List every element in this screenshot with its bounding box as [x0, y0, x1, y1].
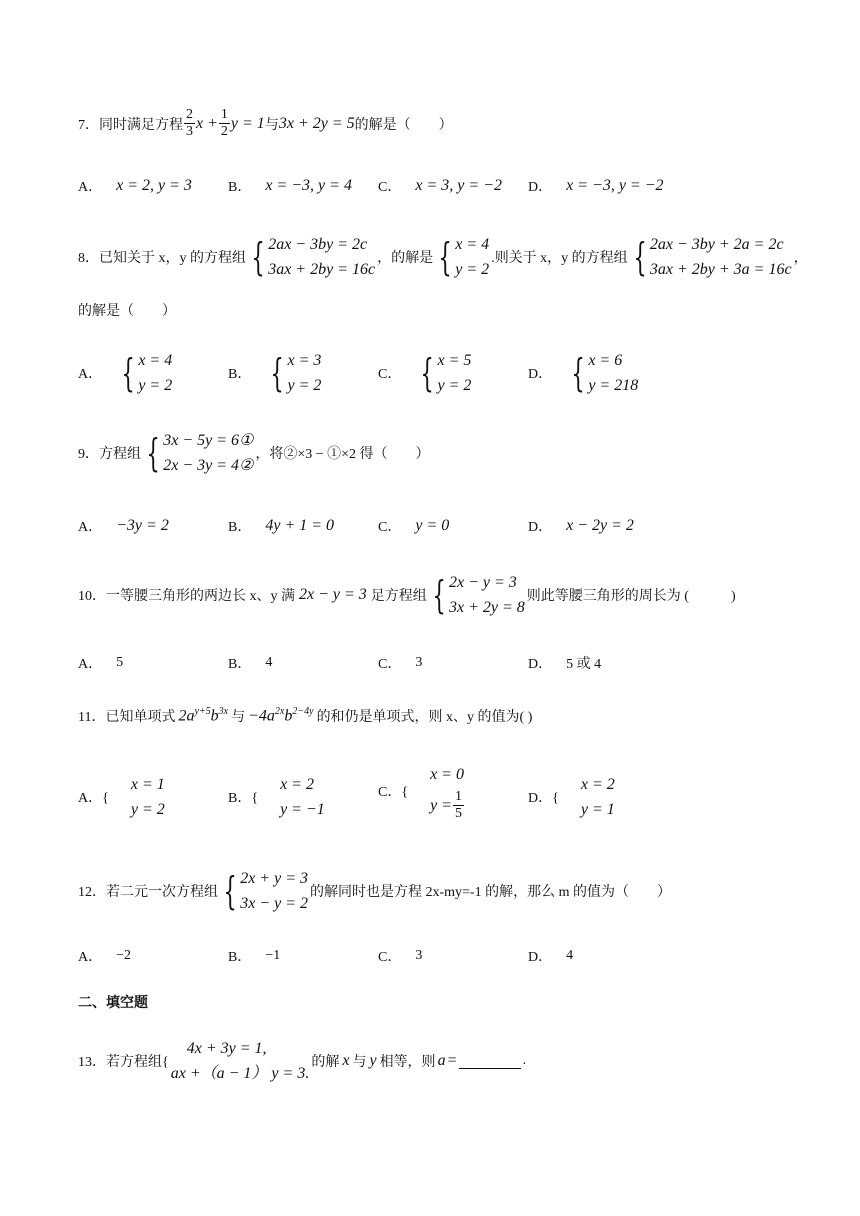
option-label: A．	[78, 180, 103, 195]
option-label: B．	[228, 950, 252, 965]
q8-option-a[interactable]: A． { x = 4 y = 2	[78, 348, 174, 398]
q7-option-b[interactable]	[228, 176, 352, 196]
solution-system: { x = 4 y = 2	[435, 232, 489, 282]
q8-option-d[interactable]: D． { x = 6 y = 218	[528, 348, 640, 398]
option-line: x = 3	[287, 352, 322, 369]
equation-system	[171, 1036, 310, 1086]
question-number: 8．	[78, 251, 99, 266]
option-label: B．	[228, 520, 252, 535]
option-label: D．	[528, 657, 553, 672]
question-13	[78, 1036, 526, 1086]
option-line: x = 2	[580, 776, 615, 793]
question-10	[78, 570, 736, 620]
equation: 3x − y = 2	[240, 895, 308, 912]
equation-part: y = 1	[230, 114, 265, 132]
option-label: A．	[78, 657, 103, 672]
question-text: .	[522, 1053, 527, 1068]
option-label: C．	[378, 180, 402, 195]
variable-x: x	[342, 1052, 350, 1069]
option-line: y = 2	[437, 377, 472, 394]
question-text: ，将②×3 − ①×2 得（ ）	[255, 447, 430, 462]
option-label: D．	[528, 180, 553, 195]
q7-option-d[interactable]	[528, 176, 664, 196]
option-text: 4y + 1 = 0	[265, 517, 335, 534]
equation-part: x +	[196, 114, 218, 132]
q11-option-d[interactable]	[528, 772, 615, 822]
q10-option-d[interactable]	[528, 653, 601, 673]
option-label: C．{	[378, 784, 409, 800]
question-number: 12．	[78, 885, 106, 900]
question-text: 的和仍是单项式，则 x、y 的值为( )	[316, 710, 533, 725]
option-text: −1	[265, 948, 281, 963]
equation: 2ax − 3by = 2c	[268, 236, 368, 253]
question-text: 相等，则	[379, 1055, 436, 1070]
variable-y: y	[369, 1052, 377, 1069]
option-text: −3y = 2	[116, 517, 169, 534]
option-label: C．	[378, 950, 402, 965]
equation: 2x + y = 3	[240, 870, 308, 887]
option-label: C．	[378, 367, 402, 382]
q11-option-c[interactable]	[378, 760, 465, 821]
equation: 3ax + 2by + 3a = 16c	[649, 261, 792, 278]
question-text: 与	[352, 1055, 367, 1070]
option-label: A．	[78, 950, 103, 965]
option-label: D．	[528, 950, 553, 965]
equation: 3x + 2y = 5	[278, 114, 355, 132]
fraction-2-3: $\frac{2}{3}$	[186, 107, 193, 139]
question-number: 10．	[78, 589, 106, 604]
question-text: 已知单项式	[105, 710, 176, 725]
equation-system: { 2x − y = 3 3x + 2y = 8	[429, 570, 525, 620]
option-line: x = 0	[430, 766, 464, 783]
option-label: B．	[228, 180, 252, 195]
q9-option-a[interactable]	[78, 516, 169, 536]
monomial-1: $2a^{y+5}b^{3x}$	[178, 706, 229, 725]
question-text: 同时满足方程	[99, 117, 183, 133]
option-label: B．	[228, 367, 252, 382]
option-line: y =	[430, 796, 452, 814]
option-text: x = −3, y = 4	[265, 177, 352, 194]
option-text: x = 2, y = 3	[116, 177, 192, 194]
q7-option-a[interactable]	[78, 176, 192, 196]
question-text: 的解是（ ）	[78, 304, 176, 319]
equation: 2x − 3y = 4②	[163, 457, 254, 474]
question-12	[78, 866, 671, 916]
option-text: 3	[415, 655, 423, 670]
question-text: 若方程组{	[106, 1055, 169, 1070]
answer-blank[interactable]	[459, 1054, 521, 1069]
option-label: B．	[228, 657, 252, 672]
option-line: x = 1	[130, 776, 165, 793]
q10-option-c[interactable]	[378, 653, 422, 673]
option-text: y = 0	[415, 517, 450, 534]
option-text: 4	[265, 655, 273, 670]
question-text: ，	[793, 251, 808, 266]
q8-option-c[interactable]: C． { x = 5 y = 2	[378, 348, 473, 398]
question-number: 11．	[78, 710, 106, 725]
q10-option-b[interactable]	[228, 653, 272, 673]
question-number: 7．	[78, 117, 99, 133]
option-line: x = 4	[138, 352, 173, 369]
equation-system: { 2ax − 3by + 2a = 2c 3ax + 2by + 3a = 16c	[630, 232, 792, 282]
option-line: y = 2	[138, 377, 173, 394]
equation-system: { 2x + y = 3 3x − y = 2	[220, 866, 308, 916]
equation-system: { 3x − 5y = 6① 2x − 3y = 4②	[143, 428, 253, 478]
option-label: B．{	[228, 791, 259, 806]
q9-option-d[interactable]	[528, 516, 634, 536]
question-text: .则关于 x，y 的方程组	[491, 251, 628, 266]
question-text: 方程组	[99, 447, 141, 462]
option-text: x = 3, y = −2	[415, 177, 502, 194]
q12-option-c[interactable]	[378, 946, 422, 966]
option-label: C．	[378, 657, 402, 672]
question-7	[78, 108, 453, 139]
option-line: x = 6	[588, 352, 623, 369]
q10-option-a[interactable]	[78, 653, 123, 673]
question-number: 13．	[78, 1055, 106, 1070]
option-label: D．{	[528, 791, 559, 806]
question-text: 与	[264, 117, 279, 133]
question-11	[78, 706, 532, 726]
option-label: A．	[78, 367, 103, 382]
section-heading: 二、填空题	[78, 994, 148, 1010]
option-label: D．	[528, 520, 553, 535]
equation: 2x − y = 3	[299, 586, 367, 603]
q12-option-d[interactable]	[528, 946, 573, 966]
option-text: x = −3, y = −2	[566, 177, 664, 194]
monomial-2: $-4a^{2x}b^{2-4y}$	[248, 706, 314, 725]
question-text: 的解同时也是方程 2x-my=-1 的解，那么 m 的值为（ ）	[309, 885, 671, 900]
equation: 2ax − 3by + 2a = 2c	[649, 236, 784, 253]
fraction-1-2: $\frac{1}{2}$	[220, 107, 228, 139]
question-text: 若二元一次方程组	[106, 885, 218, 900]
equation: 3ax + 2by = 16c	[268, 261, 376, 278]
question-text: 与	[231, 710, 246, 725]
option-label: C．	[378, 520, 402, 535]
option-label: D．	[528, 367, 553, 382]
q9-option-b[interactable]	[228, 516, 334, 536]
option-label: A．{	[78, 791, 109, 806]
question-number: 9．	[78, 447, 99, 462]
option-line: y = 1	[580, 801, 615, 818]
question-8	[78, 232, 808, 282]
question-text: 的解	[311, 1055, 340, 1070]
question-text: 则此等腰三角形的周长为 ( )	[526, 589, 736, 604]
q9-option-c[interactable]	[378, 516, 449, 536]
question-text: 一等腰三角形的两边长 x、y 满	[106, 589, 295, 604]
equals-sign: =	[447, 1052, 457, 1069]
option-line: x = 2	[280, 776, 314, 793]
option-line: y = −1	[280, 801, 325, 818]
option-line: y = 218	[588, 377, 639, 394]
equation: 4x + 3y = 1,	[186, 1040, 267, 1057]
equation: 3x − 5y = 6①	[163, 432, 254, 449]
q8-option-b[interactable]: B． { x = 3 y = 2	[228, 348, 323, 398]
option-text: x − 2y = 2	[566, 517, 634, 534]
option-text: 3	[415, 948, 423, 963]
option-text: 4	[566, 948, 574, 963]
equation: ax +（a − 1） y = 3.	[170, 1065, 310, 1082]
option-text: −2	[116, 948, 132, 963]
equation: y = 2	[455, 261, 490, 278]
fraction-1-5: $\frac{1}{5}$	[454, 789, 462, 821]
q12-option-b[interactable]	[228, 946, 280, 966]
equation: x = 4	[455, 236, 490, 253]
equation: 3x + 2y = 8	[448, 599, 525, 616]
equation-system: { 2ax − 3by = 2c 3ax + 2by = 16c	[248, 232, 375, 282]
q11-option-a[interactable]	[78, 772, 165, 822]
q11-option-b[interactable]	[228, 772, 325, 822]
question-8-line2	[78, 300, 176, 320]
option-line: y = 2	[130, 801, 165, 818]
option-text: 5	[116, 655, 124, 670]
option-label: A．	[78, 520, 103, 535]
option-line: y = 2	[287, 377, 322, 394]
question-text: 已知关于 x，y 的方程组	[99, 251, 246, 266]
equation: 2x − y = 3	[448, 574, 517, 591]
question-text: ，的解是	[377, 251, 434, 266]
question-text: 的解是（ ）	[354, 117, 453, 133]
q12-option-a[interactable]	[78, 946, 131, 966]
option-line: x = 5	[437, 352, 472, 369]
question-9	[78, 428, 430, 478]
q7-option-c[interactable]	[378, 176, 502, 196]
question-text: 足方程组	[370, 589, 427, 604]
option-text: 5 或 4	[566, 657, 602, 672]
variable-a: a	[437, 1052, 446, 1069]
